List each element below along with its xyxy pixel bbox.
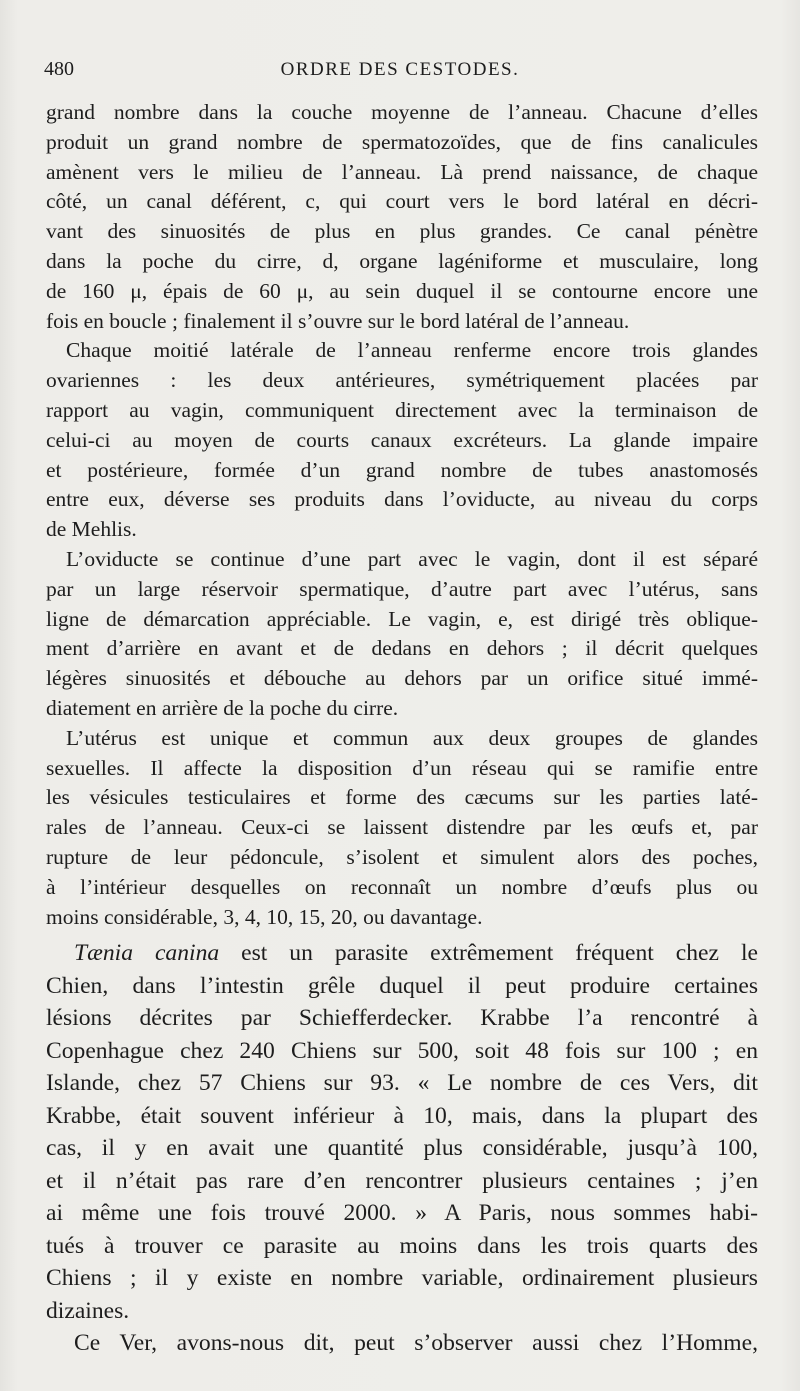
text-line: Islande, chez 57 Chiens sur 93. « Le nombre de ces Vers, dit — [46, 1070, 758, 1096]
page-header — [44, 58, 756, 88]
text-line: rales de l’anneau. Ceux-ci se laissent distendre par les œufs et, par — [46, 815, 758, 840]
text-line: Ce Ver, avons-nous dit, peut s’observer aussi chez l’Homme, — [74, 1330, 758, 1356]
text-line: rupture de leur pédoncule, s’isolent et simulent alors des poches, — [46, 844, 758, 869]
text-line: Chiens ; il y existe en nombre variable, ordinairement plusieurs — [46, 1265, 758, 1291]
text-line: ment d’arrière en avant et de dedans en dehors ; il décrit quelques — [46, 636, 758, 661]
text-line: diatement en arrière de la poche du cirre. — [46, 695, 399, 720]
running-title: ORDRE DES CESTODES. — [280, 59, 520, 80]
text-line: légères sinuosités et débouche au dehors par un orifice situé immé- — [46, 666, 758, 691]
text-line: dans la poche du cirre, d, organe lagéniforme et musculaire, long — [46, 248, 758, 273]
text-line: dizaines. — [46, 1297, 130, 1324]
text-line: entre eux, déverse ses produits dans l’oviducte, au niveau du corps — [46, 487, 758, 512]
text-line: L’oviducte se continue d’une part avec le vagin, dont il est séparé — [66, 546, 758, 571]
text-line: sexuelles. Il affecte la disposition d’un réseau qui se ramifie entre — [46, 755, 758, 780]
anatomy-description-text — [46, 98, 758, 932]
text-line: celui-ci au moyen de courts canaux excréteurs. La glande impaire — [46, 427, 758, 452]
text-line: cas, il y en avait une quantité plus considérable, jusqu’à 100, — [46, 1135, 758, 1161]
text-line — [46, 937, 758, 970]
text-line: Chaque moitié latérale de l’anneau renferme encore trois glandes — [66, 338, 758, 363]
text-line: ovariennes : les deux antérieures, symétriquement placées par — [46, 368, 758, 393]
text-line: moins considérable, 3, 4, 10, 15, 20, ou davantage. — [46, 904, 483, 929]
taenia-canina-paragraph — [46, 937, 758, 1360]
text-line: de Mehlis. — [46, 517, 137, 542]
text-line: tués à trouver ce parasite au moins dans les trois quarts des — [46, 1232, 758, 1259]
species-name: Tænia canina — [74, 940, 220, 966]
text-line: L’utérus est unique et commun aux deux groupes de glandes — [66, 725, 758, 750]
text-line: Krabbe, était souvent inférieur à 10, mais, dans la plupart des — [46, 1102, 758, 1129]
text-line: de 160 μ, épais de 60 μ, au sein duquel il se contourne encore une — [46, 278, 758, 303]
text-line: ligne de démarcation appréciable. Le vagin, e, est dirigé très oblique- — [46, 606, 758, 631]
text-line: et postérieure, formée d’un grand nombre de tubes anastomosés — [46, 457, 758, 482]
text-line: les vésicules testiculaires et forme des cæcums sur les parties laté- — [46, 785, 758, 810]
text-line: côté, un canal déférent, c, qui court vers le bord latéral en décri- — [46, 189, 758, 214]
text-line: rapport au vagin, communiquent directement avec la terminaison de — [46, 397, 758, 422]
text-line: amènent vers le milieu de l’anneau. Là prend naissance, de chaque — [46, 159, 758, 184]
text-line: grand nombre dans la couche moyenne de l’anneau. Chacune d’elles — [46, 100, 758, 124]
text-line: lésions décrites par Schiefferdecker. Krabbe l’a rencontré à — [46, 1005, 758, 1031]
text-line-rest: est un parasite extrêmement fréquent chez le — [241, 940, 758, 966]
text-line: ai même une fois trouvé 2000. » A Paris, nous sommes habi- — [46, 1200, 758, 1226]
page-number: 480 — [44, 58, 74, 80]
text-line: à l’intérieur desquelles on reconnaît un nombre d’œufs plus ou — [46, 874, 758, 899]
text-line: fois en boucle ; finalement il s’ouvre sur le bord latéral de l’anneau. — [46, 308, 630, 333]
text-line: Copenhague chez 240 Chiens sur 500, soit 48 fois sur 100 ; en — [46, 1037, 758, 1064]
text-line: vant des sinuosités de plus en plus grandes. Ce canal pénètre — [46, 219, 758, 244]
text-line: et il n’était pas rare d’en rencontrer plusieurs centaines ; j’en — [46, 1167, 758, 1194]
text-line: Chien, dans l’intestin grêle duquel il peut produire certaines — [46, 972, 758, 999]
text-line: produit un grand nombre de spermatozoïdes, que de fins canalicules — [46, 129, 758, 154]
text-line: par un large réservoir spermatique, d’autre part avec l’utérus, sans — [46, 576, 758, 601]
